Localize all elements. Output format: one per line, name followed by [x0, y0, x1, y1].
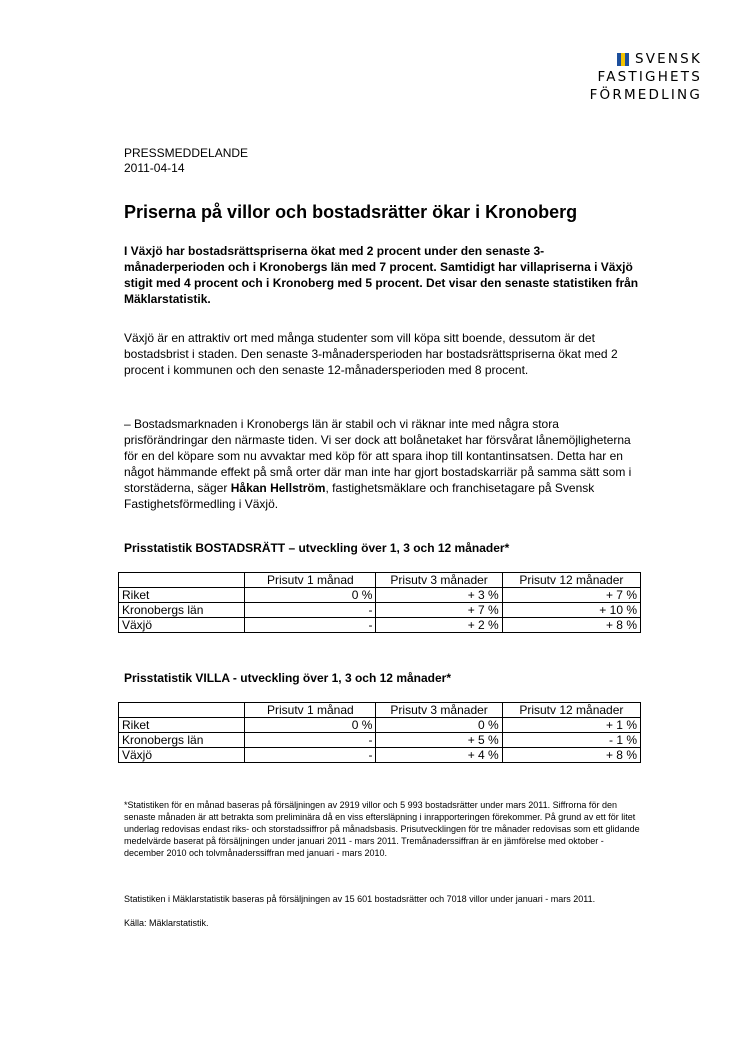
header-cell — [119, 703, 245, 718]
table-row — [119, 588, 641, 603]
logo-line-3: FÖRMEDLING — [589, 87, 702, 103]
header-cell: Prisutv 1 månad — [245, 703, 376, 718]
header-cell: Prisutv 3 månader — [376, 703, 502, 718]
table-cell: + 8 % — [502, 618, 640, 633]
header-cell: Prisutv 12 månader — [502, 573, 640, 588]
table-cell: - — [245, 733, 376, 748]
quoted-person-name: Håkan Hellström — [230, 481, 326, 495]
company-logo — [590, 50, 702, 104]
row-label: Riket — [119, 718, 245, 733]
body-paragraph-1: Växjö är en attraktiv ort med många studenter som vill köpa sitt boende, dessutom är det bostadsbrist i staden. Den senaste 3-månadersperioden har bostadsrättspriserna ökat med 2 procent i kommunen och den senaste 12-månadersperioden med 8 procent. — [124, 331, 618, 377]
price-table-bostadsratt — [118, 572, 641, 633]
table-row — [119, 748, 641, 763]
table-header-row — [119, 703, 641, 718]
table-cell: 0 % — [245, 718, 376, 733]
table-row — [119, 718, 641, 733]
row-label: Kronobergs län — [119, 603, 245, 618]
price-table-villa — [118, 702, 641, 763]
table-cell: - — [245, 748, 376, 763]
table-header-row — [119, 573, 641, 588]
logo-line-1: SVENSK — [634, 51, 702, 67]
row-label: Riket — [119, 588, 245, 603]
quote-attribution: , fastighetsmäklare och franchisetagare på Svensk Fastighetsförmedling i Växjö. — [124, 481, 595, 511]
release-date: 2011-04-14 — [124, 161, 185, 175]
swedish-flag-icon — [617, 53, 629, 66]
source-note: Källa: Mäklarstatistik. — [124, 918, 209, 928]
lead-paragraph: I Växjö har bostadsrättspriserna ökat med 2 procent under den senaste 3-månaderperioden och i Kronobergs län med 7 procent. Samtidigt har villapriserna i Växjö stigit med 4 procent och i Kronoberg med 5 procent. Det visar den senaste statistiken från Mäklarstatistik. — [124, 244, 639, 306]
table-cell: + 1 % — [502, 718, 640, 733]
row-label: Växjö — [119, 618, 245, 633]
header-cell: Prisutv 12 månader — [502, 703, 640, 718]
press-release-header — [124, 146, 248, 176]
body-paragraph-2 — [124, 416, 644, 512]
table-cell: 0 % — [245, 588, 376, 603]
table-cell: + 10 % — [502, 603, 640, 618]
table-cell: - — [245, 603, 376, 618]
row-label: Växjö — [119, 748, 245, 763]
table-title-bostadsratt: Prisstatistik BOSTADSRÄTT – utveckling över 1, 3 och 12 månader* — [124, 541, 510, 555]
table-row — [119, 733, 641, 748]
table-cell: + 3 % — [376, 588, 502, 603]
headline: Priserna på villor och bostadsrätter ökar i Kronoberg — [124, 202, 578, 222]
table-cell: + 7 % — [502, 588, 640, 603]
footnote-basis: Statistiken i Mäklarstatistik baseras på försäljningen av 15 601 bostadsrätter och 7018 villor under januari - mars 2011. — [124, 894, 596, 904]
table-cell: + 2 % — [376, 618, 502, 633]
table-cell: + 8 % — [502, 748, 640, 763]
table-row — [119, 603, 641, 618]
header-cell: Prisutv 1 månad — [245, 573, 376, 588]
header-cell: Prisutv 3 månader — [376, 573, 502, 588]
table-title-villa: Prisstatistik VILLA - utveckling över 1, 3 och 12 månader* — [124, 671, 452, 685]
table-cell: - 1 % — [502, 733, 640, 748]
table-cell: 0 % — [376, 718, 502, 733]
table-cell: + 5 % — [376, 733, 502, 748]
table-cell: - — [245, 618, 376, 633]
logo-line-2: FASTIGHETS — [597, 69, 702, 85]
table-cell: + 7 % — [376, 603, 502, 618]
row-label: Kronobergs län — [119, 733, 245, 748]
quote-text: – Bostadsmarknaden i Kronobergs län är stabil och vi räknar inte med några stora prisförändringar den närmaste tiden. Vi ser dock att bolånetaket har försvårat lånemöjligheterna för en del köpare som nu avvaktar med köp för att spara ihop till kontantinsatsen. Detta har en något hämmande effekt på små orter där man inte har gjort bostadskarriär på samma sätt som i storstäderna, säger — [124, 417, 632, 495]
table-row — [119, 618, 641, 633]
press-release-label: PRESSMEDDELANDE — [124, 146, 249, 160]
table-cell: + 4 % — [376, 748, 502, 763]
header-cell — [119, 573, 245, 588]
footnote-statistics: *Statistiken för en månad baseras på försäljningen av 2919 villor och 5 993 bostadsrätter under mars 2011. Siffrorna för den senaste månaden är att betrakta som preliminära då en viss eftersläpning i inrapporteringen förekommer. På grund av ett för litet underlag redovisas endast riks- och storstadssiffror på månadsbasis. Prisutvecklingen för tre månader redovisas som ett glidande medelvärde baserat på försäljningen under januari 2011 - mars 2011. Tremånaderssiffran är en jämförelse med oktober - december 2010 och tolvmånaderssiffran med januari - mars 2010. — [124, 800, 640, 858]
